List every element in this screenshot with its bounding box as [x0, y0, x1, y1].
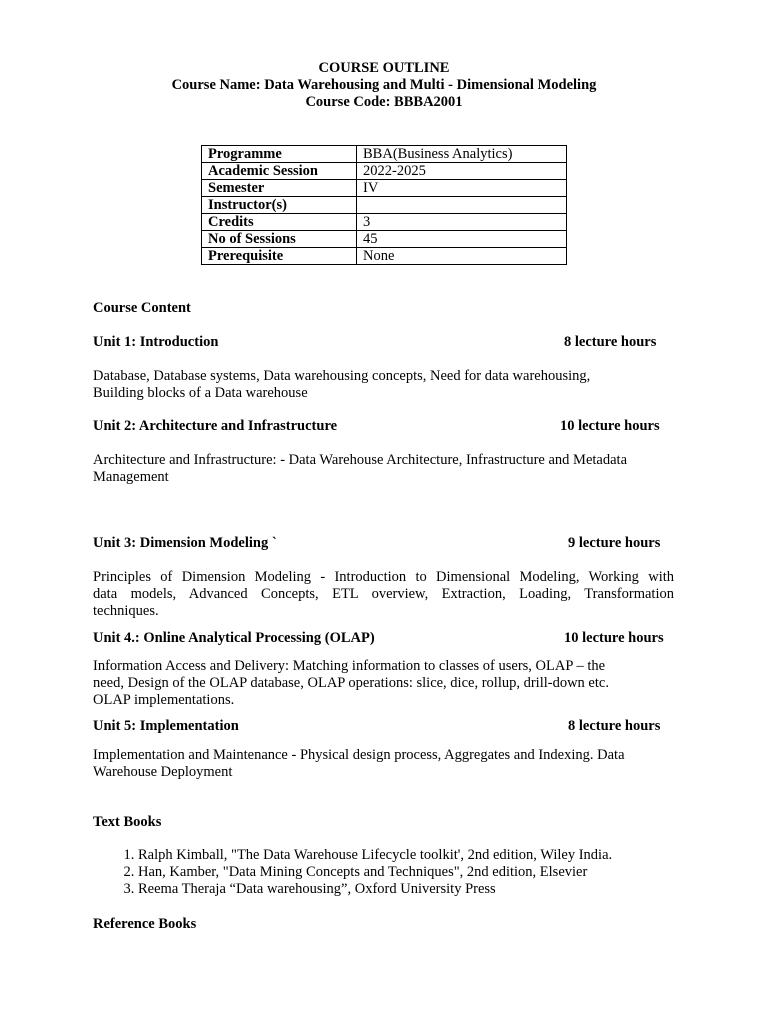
- unit-4-title: Unit 4.: Online Analytical Processing (OLAP): [93, 630, 375, 646]
- table-key: Prerequisite: [202, 248, 357, 265]
- table-row: [202, 248, 567, 265]
- course-name: Course Name: Data Warehousing and Multi - Dimensional Modeling: [171, 77, 597, 93]
- unit-1-title: Unit 1: Introduction: [93, 334, 219, 350]
- text-books-heading: Text Books: [93, 814, 162, 830]
- description-line: Warehouse Deployment: [93, 764, 233, 780]
- table-key: Academic Session: [202, 163, 357, 180]
- course-info-table: [201, 145, 567, 265]
- description-line: Principles of Dimension Modeling - Introduction to Dimensional Modeling, Working with: [93, 569, 674, 585]
- table-value: [357, 197, 567, 214]
- table-row: [202, 180, 567, 197]
- unit-1-description: [93, 368, 674, 402]
- description-line: techniques.: [93, 603, 159, 619]
- table-value: 45: [357, 231, 567, 248]
- reference-books-heading: Reference Books: [93, 916, 197, 932]
- description-line: OLAP implementations.: [93, 692, 235, 708]
- table-value: None: [357, 248, 567, 265]
- text-books-list: [93, 847, 738, 898]
- table-key: Instructor(s): [202, 197, 357, 214]
- table-row: [202, 231, 567, 248]
- unit-5-title: Unit 5: Implementation: [93, 718, 239, 734]
- unit-4-hours: 10 lecture hours: [564, 630, 664, 646]
- table-value: BBA(Business Analytics): [357, 146, 567, 163]
- table-row: [202, 214, 567, 231]
- list-item: 2. Han, Kamber, "Data Mining Concepts and Techniques", 2nd edition, Elsevier: [138, 864, 738, 881]
- table-row: [202, 163, 567, 180]
- course-code: Course Code: BBBA2001: [305, 94, 463, 110]
- page-title: COURSE OUTLINE: [318, 60, 450, 76]
- list-item: 3. Reema Theraja “Data warehousing”, Oxford University Press: [138, 881, 738, 898]
- description-line: need, Design of the OLAP database, OLAP operations: slice, dice, rollup, drill-down etc.: [93, 675, 609, 691]
- description-line: Database, Database systems, Data warehousing concepts, Need for data warehousing,: [93, 368, 591, 384]
- table-value: 2022-2025: [357, 163, 567, 180]
- table-value: IV: [357, 180, 567, 197]
- description-line: Building blocks of a Data warehouse: [93, 385, 308, 401]
- description-line: Architecture and Infrastructure: - Data Warehouse Architecture, Infrastructure and Metadata: [93, 452, 628, 468]
- description-line: Information Access and Delivery: Matching information to classes of users, OLAP – the: [93, 658, 606, 674]
- list-item: 1. Ralph Kimball, "The Data Warehouse Lifecycle toolkit', 2nd edition, Wiley India.: [138, 847, 738, 864]
- unit-2-description: [93, 452, 693, 486]
- unit-3-description: [93, 569, 674, 620]
- unit-5-description: [93, 747, 693, 781]
- table-key: No of Sessions: [202, 231, 357, 248]
- course-content-heading: Course Content: [93, 300, 191, 316]
- table-value: 3: [357, 214, 567, 231]
- unit-4-description: [93, 658, 693, 709]
- unit-3-hours: 9 lecture hours: [568, 535, 661, 551]
- table-key: Programme: [202, 146, 357, 163]
- unit-2-hours: 10 lecture hours: [560, 418, 660, 434]
- table-key: Credits: [202, 214, 357, 231]
- description-line: Implementation and Maintenance - Physical design process, Aggregates and Indexing. Data: [93, 747, 625, 763]
- description-line: data models, Advanced Concepts, ETL overview, Extraction, Loading, Transformation: [93, 586, 674, 602]
- table-row: [202, 197, 567, 214]
- unit-2-title: Unit 2: Architecture and Infrastructure: [93, 418, 338, 434]
- table-key: Semester: [202, 180, 357, 197]
- description-line: Management: [93, 469, 169, 485]
- unit-3-title: Unit 3: Dimension Modeling `: [93, 535, 277, 551]
- table-row: [202, 146, 567, 163]
- unit-5-hours: 8 lecture hours: [568, 718, 661, 734]
- unit-1-hours: 8 lecture hours: [564, 334, 657, 350]
